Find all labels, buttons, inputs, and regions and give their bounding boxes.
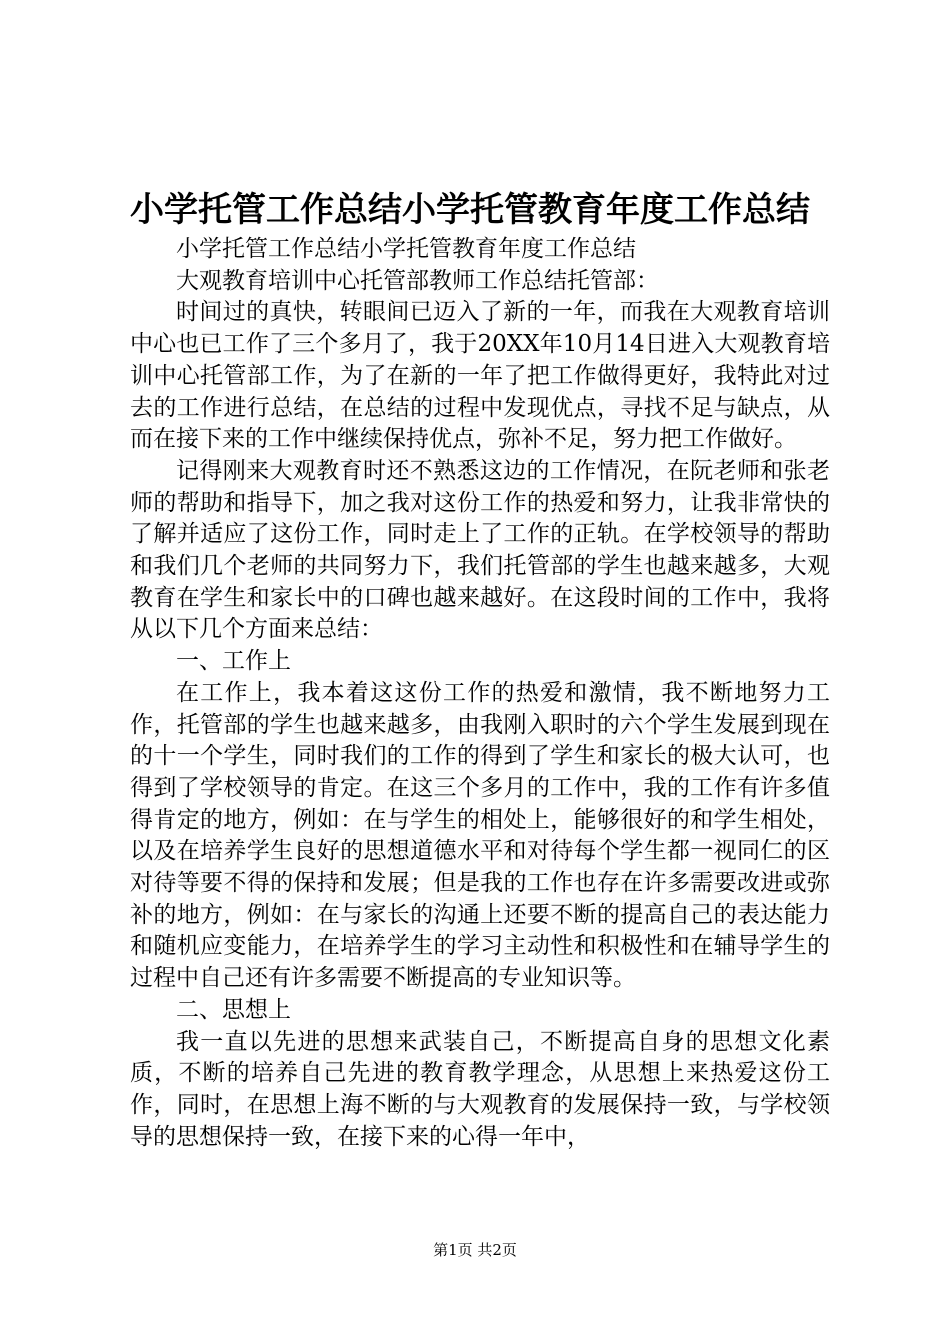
- paragraph-background: 记得刚来大观教育时还不熟悉这边的工作情况，在阮老师和张老师的帮助和指导下，加之我对这份工作的热爱和努力，让我非常快的了解并适应了这份工作，同时走上了工作的正轨。在学校领导的帮助和我们几个老师的共同努力下，我们托管部的学生也越来越多，大观教育在学生和家长中的口碑也越来越好。在这段时间的工作中，我将从以下几个方面来总结：: [130, 457, 830, 643]
- paragraph-thought: 我一直以先进的思想来武装自己，不断提高自身的思想文化素质，不断的培养自己先进的教育教学理念，从思想上来热爱这份工作，同时，在思想上海不断的与大观教育的发展保持一致，与学校领导的思想保持一致，在接下来的心得一年中，: [130, 1028, 830, 1150]
- document-title: 小学托管工作总结小学托管教育年度工作总结: [130, 190, 810, 230]
- paragraph-heading-line: 大观教育培训中心托管部教师工作总结托管部：: [176, 267, 659, 294]
- paragraph-intro: 时间过的真快，转眼间已迈入了新的一年，而我在大观教育培训中心也已工作了三个多月了，我于20XX年10月14日进入大观教育培训中心托管部工作，为了在新的一年了把工作做得更好，我特此对过去的工作进行总结，在总结的过程中发现优点，寻找不足与缺点，从而在接下来的工作中继续保持优点，弥补不足，努力把工作做好。: [130, 299, 830, 453]
- paragraph-work: 在工作上，我本着这这份工作的热爱和激情，我不断地努力工作，托管部的学生也越来越多，由我刚入职时的六个学生发展到现在的十一个学生，同时我们的工作的得到了学生和家长的极大认可，也得到了学校领导的肯定。在这三个多月的工作中，我的工作有许多值得肯定的地方，例如：在与学生的相处上，能够很好的和学生相处，以及在培养学生良好的思想道德水平和对待每个学生都一视同仁的区对待等要不得的保持和发展；但是我的工作也存在许多需要改进或弥补的地方，例如：在与家长的沟通上还要不断的提高自己的表达能力和随机应变能力，在培养学生的学习主动性和积极性和在辅导学生的过程中自己还有许多需要不断提高的专业知识等。: [130, 679, 830, 992]
- paragraph-subtitle: 小学托管工作总结小学托管教育年度工作总结: [176, 236, 636, 262]
- section-heading-thought: 二、思想上: [176, 996, 291, 1023]
- section-heading-work: 一、工作上: [176, 648, 291, 675]
- page-footer: 第1页 共2页: [433, 1241, 517, 1259]
- document-body: [130, 234, 830, 1153]
